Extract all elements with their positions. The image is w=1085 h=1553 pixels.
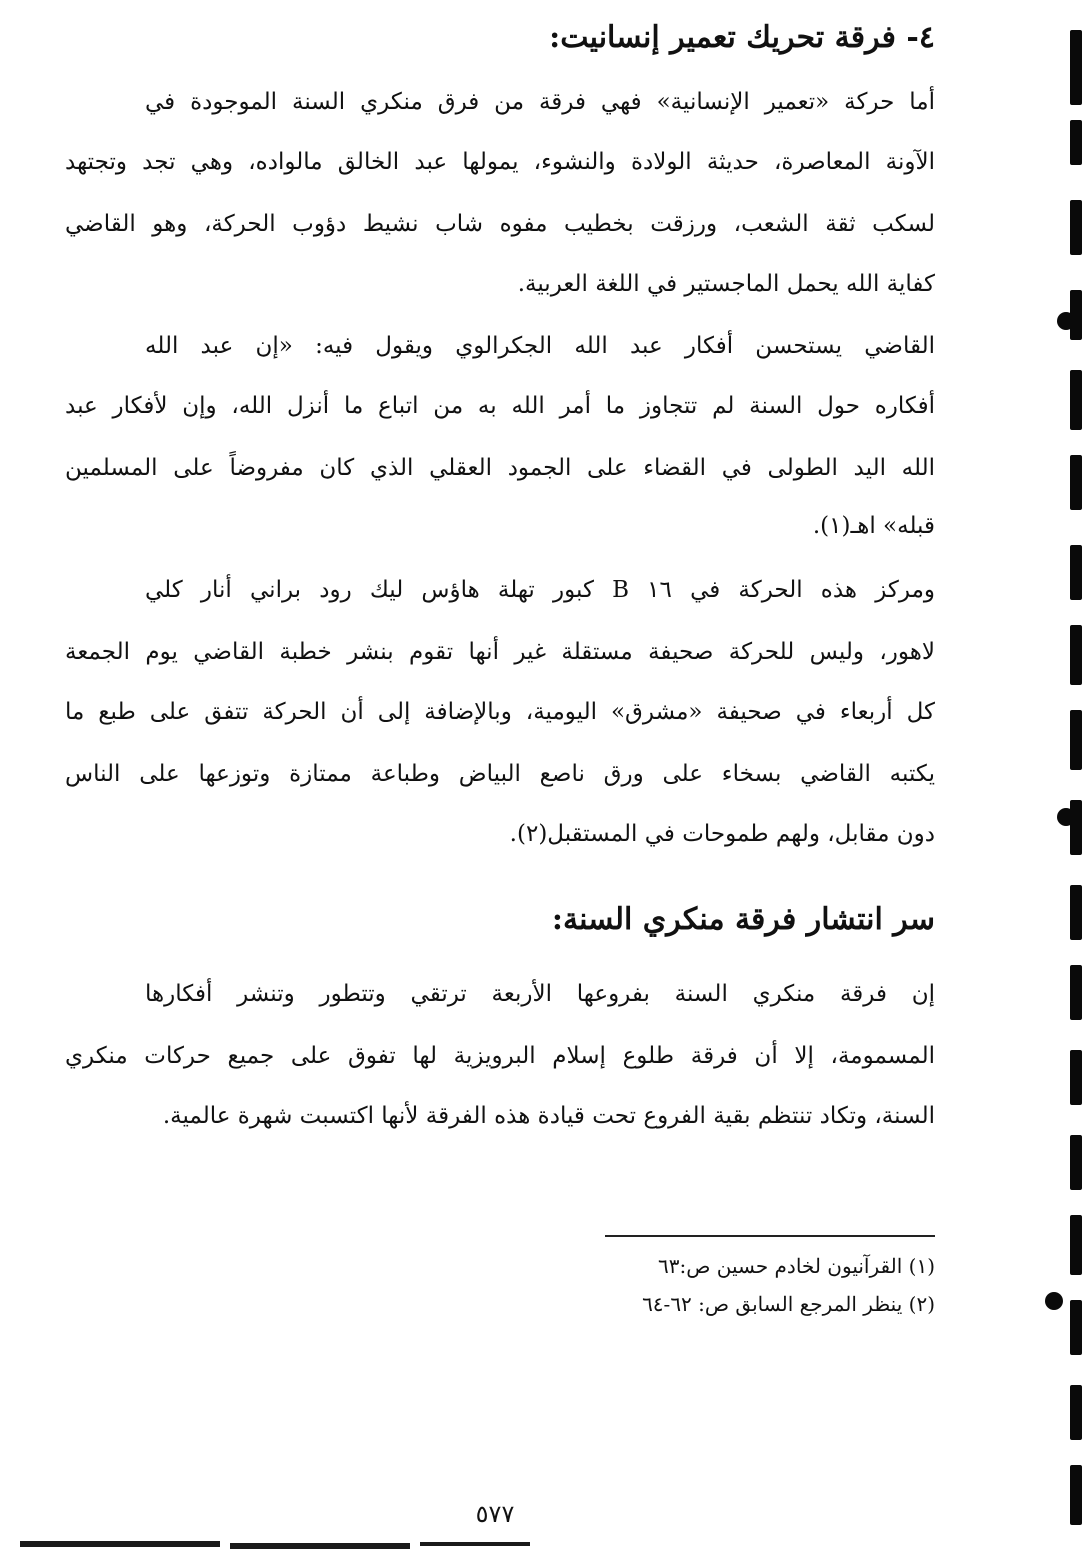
- binding-mark: [1070, 625, 1082, 685]
- binding-mark: [1070, 1215, 1082, 1275]
- binding-mark: [1070, 545, 1082, 600]
- binding-mark: [1070, 200, 1082, 255]
- footnote-separator: [605, 1235, 935, 1237]
- page-number: ٥٧٧: [475, 1500, 515, 1528]
- punch-hole-dot: [1045, 1292, 1063, 1310]
- scan-edge-artifact: [0, 1535, 1085, 1553]
- binding-mark: [1070, 965, 1082, 1020]
- text-line: ومركز هذه الحركة في ١٦ B كبور تهلة هاؤس ليك رود براني أنار كلي: [145, 577, 936, 603]
- text-line: لسكب ثقة الشعب، ورزقت بخطيب مفوه شاب نشيط دؤوب الحركة، وهو القاضي: [65, 211, 935, 237]
- binding-edge-marks: [1055, 0, 1085, 1553]
- binding-mark: [1070, 1465, 1082, 1525]
- punch-hole-dot: [1057, 312, 1075, 330]
- text-line: أفكاره حول السنة لم تتجاوز ما أمر الله به من اتباع ما أنزل الله، وإن لأفكار عبد: [65, 393, 935, 419]
- text-line: القاضي يستحسن أفكار عبد الله الجكرالوي ويقول فيه: «إن عبد الله: [145, 333, 935, 359]
- binding-mark: [1070, 30, 1082, 105]
- text-line: قبله» اهـ(١).: [812, 513, 935, 539]
- text-line: الله اليد الطولى في القضاء على الجمود العقلي الذي كان مفروضاً على المسلمين: [65, 455, 935, 481]
- binding-mark: [1070, 885, 1082, 940]
- binding-mark: [1070, 370, 1082, 430]
- binding-mark: [1070, 710, 1082, 770]
- footnote-1: (١) القرآنيون لخادم حسين ص:٦٣: [657, 1254, 935, 1278]
- binding-mark: [1070, 800, 1082, 855]
- text-line: أما حركة «تعمير الإنسانية» فهي فرقة من فرق منكري السنة الموجودة في: [145, 89, 935, 115]
- section-heading-1: ٤- فرقة تحريك تعمير إنسانيت:: [549, 20, 935, 55]
- text-line: دون مقابل، ولهم طموحات في المستقبل(٢).: [509, 821, 935, 847]
- binding-mark: [1070, 455, 1082, 510]
- text-line: يكتبه القاضي بسخاء على ورق ناصع البياض وطباعة ممتازة وتوزعها على الناس: [65, 761, 935, 787]
- binding-mark: [1070, 1385, 1082, 1440]
- scan-streak: [420, 1542, 530, 1546]
- text-line: كل أربعاء في صحيفة «مشرق» اليومية، وبالإضافة إلى أن الحركة تتفق على طبع ما: [65, 699, 935, 725]
- text-line: كفاية الله يحمل الماجستير في اللغة العربية.: [517, 271, 935, 297]
- binding-mark: [1070, 120, 1082, 165]
- book-page: [55, 0, 935, 1553]
- footnote-2: (٢) ينظر المرجع السابق ص: ٦٢-٦٤: [642, 1292, 935, 1316]
- text-line: إن فرقة منكري السنة بفروعها الأربعة ترتقي وتتطور وتنشر أفكارها: [145, 981, 935, 1007]
- binding-mark: [1070, 1050, 1082, 1105]
- text-line: لاهور، وليس للحركة صحيفة مستقلة غير أنها تقوم بنشر خطبة القاضي يوم الجمعة: [65, 639, 935, 665]
- text-line: الآونة المعاصرة، حديثة الولادة والنشوء، يمولها عبد الخالق مالواده، وهي تجد وتجتهد: [65, 149, 935, 175]
- section-heading-2: سر انتشار فرقة منكري السنة:: [551, 902, 935, 937]
- scan-streak: [20, 1541, 220, 1547]
- text-line: المسمومة، إلا أن فرقة طلوع إسلام البرويزية لها تفوق على جميع حركات منكري: [65, 1043, 935, 1069]
- text-line: السنة، وتكاد تنتظم بقية الفروع تحت قيادة هذه الفرقة لأنها اكتسبت شهرة عالمية.: [162, 1103, 935, 1129]
- scan-streak: [230, 1543, 410, 1549]
- binding-mark: [1070, 1300, 1082, 1355]
- binding-mark: [1070, 1135, 1082, 1190]
